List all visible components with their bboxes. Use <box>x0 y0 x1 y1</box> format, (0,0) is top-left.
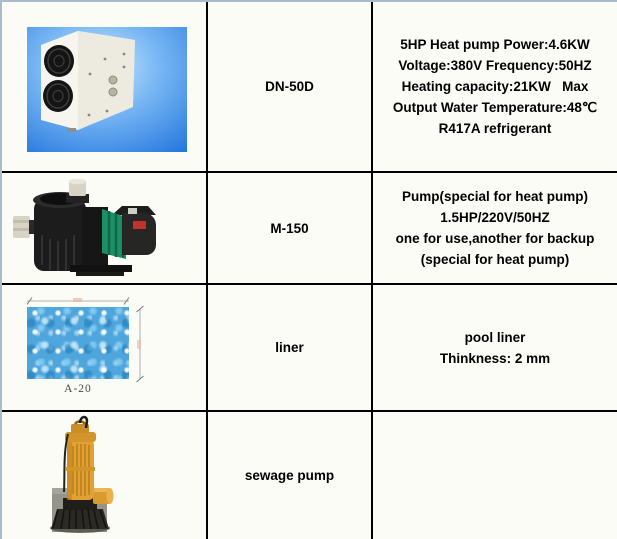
cell-model-1 <box>208 2 373 173</box>
description-line: 5HP Heat pump Power:4.6KW <box>400 37 590 52</box>
pool-pump-illustration <box>12 179 162 279</box>
heat-pump-photo <box>27 27 187 152</box>
liner-sample-caption: A-20 <box>64 383 92 395</box>
description-line: Pump(special for heat pump) <box>401 189 589 204</box>
description-line: pool liner <box>464 329 526 345</box>
description-line: (special for heat pump) <box>420 252 570 267</box>
description-block <box>396 186 595 270</box>
sewage-pump-illustration <box>27 414 177 536</box>
description-line: Thinkness: 2 mm <box>439 350 551 366</box>
liner-pattern-swatch <box>27 307 129 379</box>
description-block <box>440 327 550 369</box>
description-line: one for use,another for backup <box>395 231 595 246</box>
model-label: M-150 <box>270 220 309 236</box>
cell-model-2 <box>208 173 373 285</box>
cell-description-2 <box>373 173 617 285</box>
cell-image-pool-pump <box>2 173 208 285</box>
pool-liner-sample-photo <box>27 297 162 399</box>
cell-model-3 <box>208 285 373 412</box>
cell-model-4 <box>208 412 373 539</box>
model-label: liner <box>275 340 304 355</box>
description-line: Heating capacity:21KW Max <box>401 79 589 94</box>
cell-description-4 <box>373 412 617 539</box>
model-label: DN-50D <box>265 79 314 94</box>
sewage-pump-photo <box>27 414 177 536</box>
model-label: sewage pump <box>244 468 335 483</box>
description-line: R417A refrigerant <box>438 121 552 136</box>
description-line: 1.5HP/220V/50HZ <box>440 210 550 225</box>
cell-image-heat-pump <box>2 2 208 173</box>
description-line: Voltage:380V Frequency:50HZ <box>398 58 592 73</box>
cell-description-1 <box>373 2 617 173</box>
description-block <box>393 34 597 139</box>
cell-image-liner <box>2 285 208 412</box>
cell-image-sewage-pump <box>2 412 208 539</box>
heat-pump-illustration <box>27 27 187 152</box>
description-line: Output Water Temperature:48℃ <box>392 100 598 115</box>
pool-pump-photo <box>12 179 162 279</box>
cell-description-3 <box>373 285 617 412</box>
